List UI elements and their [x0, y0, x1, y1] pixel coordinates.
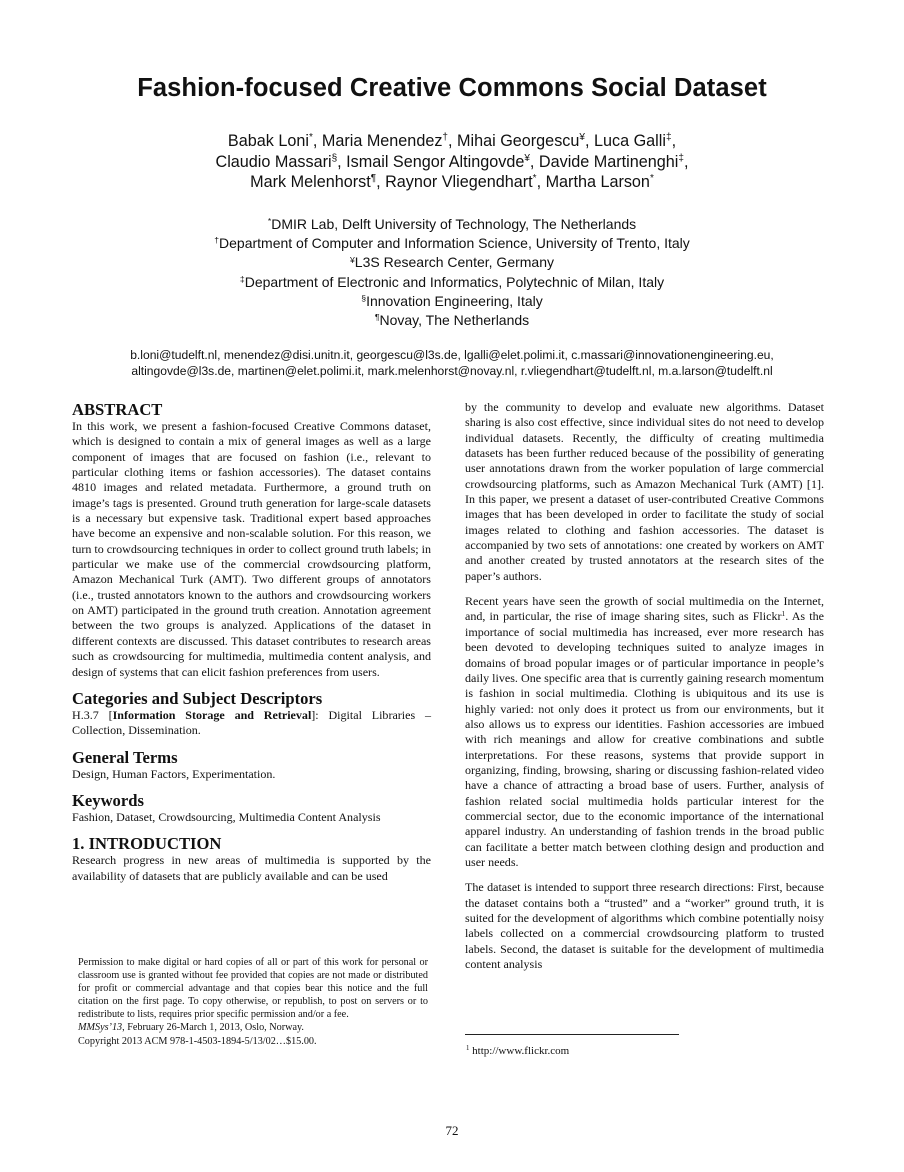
footnote [466, 1045, 569, 1057]
author-name: Davide Martinenghi [538, 152, 679, 171]
separator: , [671, 132, 677, 150]
affiliation-mark: † [214, 235, 220, 246]
separator: , [536, 173, 546, 191]
general-terms-text: Design, Human Factors, Experimentation. [72, 766, 276, 781]
abstract-text: In this work, we present a fashion-focused Creative Commons dataset, which is designed to contain a mix of general images as well as a large component of images that are focused on fashion (i.e., relevant to particular clothing items or fashion accessories). The dataset contains 4810 images and related metadata. Furthermore, a ground truth on image’s tags is presented. Ground truth generation for large-scale datasets is a necessary but expensive task. Traditional expert based approaches have become an expensive and non-scalable solution. For this reason, we turn to crowdsourcing techniques in order to collect ground truth labels; in particular we make use of the commercial crowdsourcing platform, Amazon Mechanical Turk (AMT). Two different groups of annotators (i.e., trusted annotators known to the authors and crowdsourcing workers on AMT) participated in the ground truth creation. Annotation agreement between the two groups is analyzed. Applications of the dataset in different contexts are discussed. This dataset contributes to research areas such as crowdsourcing for multimedia, multimedia content analysis, and design of systems that can elicit fashion preferences from users. [72, 419, 431, 679]
email-line: altingovde@l3s.de, martinen@elet.polimi.it, mark.melenhorst@novay.nl, r.vliegendhart@tudelft.nl, m.a.larson@tudelft.nl [131, 363, 773, 378]
affiliation-text: Novay, The Netherlands [379, 312, 530, 329]
footnote-text: http://www.flickr.com [469, 1045, 570, 1057]
author-name: Luca Galli [593, 132, 666, 150]
separator: , [683, 152, 689, 171]
keywords-heading: Keywords [72, 790, 144, 810]
affiliation-mark: ‡ [239, 273, 245, 284]
footnote-mark: 1 [466, 1045, 470, 1053]
footnote-ref: 1 [781, 609, 786, 619]
affiliation-list [0, 215, 904, 330]
left-column [72, 400, 431, 884]
author-mark: ¥ [524, 152, 530, 164]
category-rest: ]: Digital Libraries – Collection, Dissemination. [72, 707, 432, 738]
affiliation-text: Innovation Engineering, Italy [366, 292, 543, 309]
abstract-heading: ABSTRACT [72, 400, 163, 419]
affiliation-text: Department of Electronic and Informatics, Polytechnic of Milan, Italy [244, 273, 665, 290]
affiliation-mark: § [361, 293, 367, 304]
author-name: Mihai Georgescu [457, 132, 580, 150]
separator: , [312, 132, 322, 150]
keywords-text: Fashion, Dataset, Crowdsourcing, Multimedia Content Analysis [72, 809, 381, 824]
category-bold: Information Storage and Retrieval [112, 707, 312, 722]
author-mark: * [308, 132, 313, 144]
affiliation [0, 234, 904, 253]
affiliation [0, 253, 904, 272]
separator: , [584, 132, 594, 150]
email-line: b.loni@tudelft.nl, menendez@disi.unitn.it, georgescu@l3s.de, lgalli@elet.polimi.it, c.massari@innovationengineering.eu, [130, 348, 774, 362]
author-name: Mark Melenhorst [250, 173, 371, 191]
author-mark: * [532, 173, 537, 185]
permission-block [78, 956, 428, 1048]
author-name: Martha Larson [545, 173, 650, 191]
general-terms-heading: General Terms [72, 747, 178, 767]
author-line-3 [0, 172, 904, 193]
affiliation [0, 273, 904, 292]
copyright-line: Copyright 2013 ACM 978-1-4503-1894-5/13/02…$15.00. [78, 1035, 317, 1047]
author-mark: ¥ [579, 132, 585, 144]
permission-text: Permission to make digital or hard copies of all or part of this work for personal or classroom use is granted without fee provided that copies are not made or distributed for profit or commercial advantage and that copies bear this notice and the full citation on the first page. To copy otherwise, or republish, to post on servers or to redistribute to lists, requires prior specific permission and/or a fee. [78, 957, 428, 1021]
author-mark: * [649, 173, 654, 185]
footnote-divider [465, 1034, 679, 1035]
introduction-text: Research progress in new areas of multimedia is supported by the availability of datasets that are publicly available and can be used [72, 853, 431, 883]
separator: , [529, 152, 539, 171]
introduction-heading: 1. INTRODUCTION [72, 834, 222, 854]
affiliation-mark: ¥ [349, 254, 355, 265]
author-list [0, 131, 904, 193]
body-paragraph [465, 594, 824, 870]
author-mark: § [331, 152, 338, 164]
affiliation-mark: * [267, 216, 272, 227]
affiliation-text: Department of Computer and Information Science, University of Trento, Italy [219, 235, 690, 252]
author-line-2 [0, 152, 904, 173]
affiliation-text: DMIR Lab, Delft University of Technology, The Netherlands [271, 216, 637, 232]
categories-text [72, 708, 431, 739]
author-mark: ‡ [678, 152, 684, 164]
right-column [465, 400, 824, 972]
author-name: Raynor Vliegendhart [385, 173, 533, 191]
page-number: 72 [445, 1123, 459, 1138]
email-list [0, 348, 904, 379]
author-line-1 [0, 131, 904, 152]
author-name: Babak Loni [227, 132, 309, 150]
affiliation-text: L3S Research Center, Germany [354, 254, 555, 271]
venue-line [78, 1021, 428, 1034]
affiliation [0, 215, 904, 234]
separator: , [376, 173, 386, 191]
author-name: Ismail Sengor Altingovde [346, 152, 525, 171]
category-code: H.3.7 [ [72, 707, 113, 722]
body-paragraph: by the community to develop and evaluate new algorithms. Dataset sharing is also cost effective, since individual sites do not need to develop individual datasets. Recently, the difficulty of creating multimedia datasets has been further reduced because of the possibility of generating user annotations drawn from the worker population of large commercial crowdsourcing platforms, such as Amazon Mechanical Turk (AMT) [1]. In this paper, we present a dataset of user-contributed Creative Commons images that has been developed in order to facilitate the study of social images related to clothing and fashion accessories. The dataset is accompanied by two sets of annotations: one created by workers on AMT and another created by trusted annotators at the research sites of the paper’s authors. [465, 400, 824, 583]
author-mark: † [442, 132, 449, 144]
separator: , [337, 152, 347, 171]
author-name: Claudio Massari [215, 152, 332, 171]
venue-details: , February 26-March 1, 2013, Oslo, Norway. [122, 1022, 304, 1034]
author-mark: ‡ [665, 132, 672, 144]
venue-name: MMSys’13 [78, 1022, 123, 1034]
author-mark: ¶ [370, 173, 377, 185]
categories-heading: Categories and Subject Descriptors [72, 688, 323, 708]
paper-title: Fashion-focused Creative Commons Social Dataset [137, 74, 767, 102]
paragraph-text: Recent years have seen the growth of social multimedia on the Internet, and, in particular, the rise of image sharing sites, such as Flickr [465, 594, 824, 624]
affiliation-mark: ¶ [374, 312, 380, 323]
paragraph-text: . As the importance of social multimedia has increased, ever more research has been devoted to developing techniques suited to analyze images in domains of broad popular images or of particular importance in people’s daily lives. One specific area that is currently gaining research momentum is fashion in social multimedia. Clothing is ubiquitous and its use is highly varied: not only does it protect us from our environments, but it also allows us to express our identities. Fashion accessories are imbued with rich meanings and allow for creative combinations and subtle interpretations. For these reasons, systems that provide support in organizing, finding, browsing, sharing or discussing fashion-related video have a chance of attracting a broad base of users. Further, analysis of fashion related social multimedia holds particular interest for the commercial sector, due to the economic importance of the international apparel industry. An understanding of fashion trends in the broad public can facilitate a better match between clothing design and production and user needs. [465, 609, 824, 869]
affiliation [0, 292, 904, 311]
body-paragraph: The dataset is intended to support three research directions: First, because the dataset contains both a “trusted” and a “worker” ground truth, it is suited for the development of algorithms which combine potentially noisy labels collected on a commercial crowdsourcing platform to trusted labels. Second, the dataset is suitable for the development of multimedia content analysis [465, 880, 824, 972]
separator: , [448, 132, 458, 150]
affiliation [0, 311, 904, 330]
author-name: Maria Menendez [321, 132, 443, 150]
